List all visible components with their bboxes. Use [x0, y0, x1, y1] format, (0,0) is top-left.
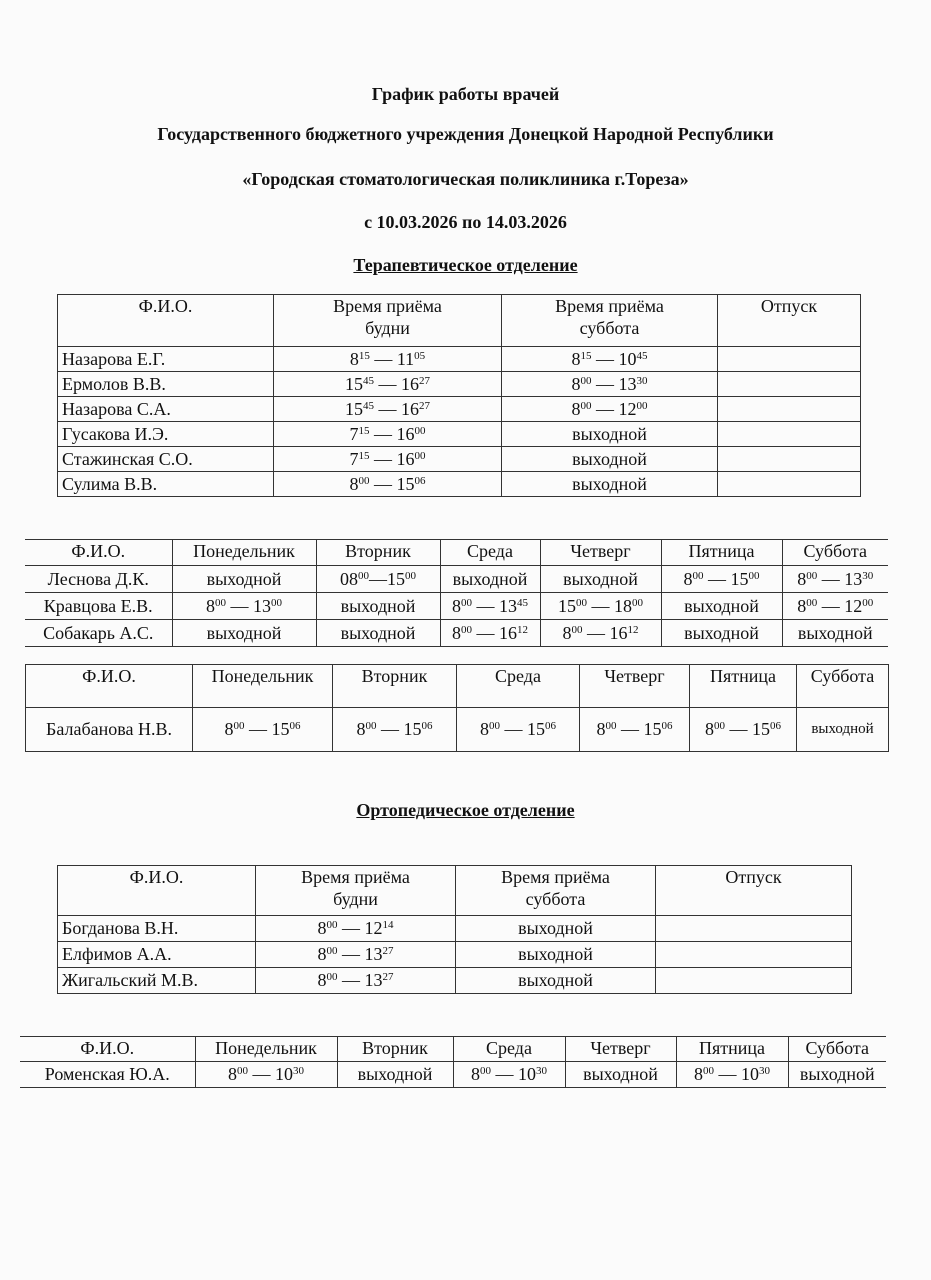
organization-line-1: Государственного бюджетного учреждения Донецкой Народной Республики	[157, 124, 774, 144]
table-row	[58, 472, 861, 497]
column-header: Среда	[440, 540, 540, 566]
day-hours: выходной	[788, 1062, 886, 1088]
day-hours: $8^{00}$ — $15^{06}$	[580, 708, 690, 752]
doctor-name: Собакарь А.С.	[25, 620, 172, 647]
therapy-section-title: Терапевтическое отделение	[353, 255, 578, 275]
day-hours: выходной	[440, 566, 540, 593]
column-header: Понедельник	[195, 1037, 337, 1062]
weekday-hours: $15^{45}$ — $16^{27}$	[274, 372, 502, 397]
day-hours: $8^{00}$ — $10^{30}$	[676, 1062, 788, 1088]
doctor-name: Роменская Ю.А.	[20, 1062, 195, 1088]
saturday-hours: $8^{15}$ — $10^{45}$	[502, 347, 718, 372]
table-row	[25, 566, 888, 593]
column-header: Суббота	[788, 1037, 886, 1062]
therapy-weekly-table-2	[25, 664, 889, 752]
column-header-weekdays: Время приёма будни	[256, 866, 456, 916]
column-header: Суббота	[782, 540, 888, 566]
table-row	[58, 942, 852, 968]
weekday-hours: $8^{00}$ — $15^{06}$	[274, 472, 502, 497]
orthopedic-schedule-table	[57, 865, 852, 994]
document-title: График работы врачей	[371, 84, 560, 104]
day-hours: $8^{00}$ — $13^{45}$	[440, 593, 540, 620]
vacation-cell	[656, 942, 852, 968]
vacation-cell	[718, 472, 861, 497]
weekday-hours: $8^{00}$ — $13^{27}$	[256, 942, 456, 968]
column-header: Пятница	[676, 1037, 788, 1062]
day-hours: $8^{00}$ — $16^{12}$	[540, 620, 661, 647]
column-header: Четверг	[540, 540, 661, 566]
day-hours: выходной	[565, 1062, 676, 1088]
table-row	[58, 397, 861, 422]
day-hours: $8^{00}$ — $15^{06}$	[690, 708, 797, 752]
table-row	[25, 593, 888, 620]
doctor-name: Балабанова Н.В.	[26, 708, 193, 752]
vacation-cell	[656, 916, 852, 942]
column-header: Вторник	[337, 1037, 453, 1062]
day-hours: $08^{00}—15^{00}$	[316, 566, 440, 593]
column-header: Вторник	[316, 540, 440, 566]
column-header-vacation: Отпуск	[656, 866, 852, 916]
table-row	[26, 708, 889, 752]
column-header: Среда	[453, 1037, 565, 1062]
saturday-hours: $8^{00}$ — $12^{00}$	[502, 397, 718, 422]
doctor-name: Кравцова Е.В.	[25, 593, 172, 620]
column-header-saturday: Время приёма суббота	[456, 866, 656, 916]
therapy-schedule-table	[57, 294, 861, 497]
column-header: Понедельник	[172, 540, 316, 566]
table-row	[58, 916, 852, 942]
doctor-name: Назарова С.А.	[58, 397, 274, 422]
day-hours: выходной	[661, 593, 782, 620]
doctor-name: Жигальский М.В.	[58, 968, 256, 994]
saturday-hours: выходной	[456, 916, 656, 942]
day-hours: выходной	[337, 1062, 453, 1088]
therapy-weekly-table-1	[25, 539, 888, 647]
weekday-hours: $7^{15}$ — $16^{00}$	[274, 422, 502, 447]
vacation-cell	[656, 968, 852, 994]
day-hours: выходной	[782, 620, 888, 647]
orthopedic-weekly-table	[20, 1036, 886, 1088]
vacation-cell	[718, 347, 861, 372]
day-hours: $8^{00}$ — $13^{30}$	[782, 566, 888, 593]
saturday-hours: выходной	[456, 942, 656, 968]
day-hours: выходной	[172, 566, 316, 593]
column-header: Среда	[457, 665, 580, 708]
table-row	[58, 968, 852, 994]
doctor-name: Ермолов В.В.	[58, 372, 274, 397]
table-header-row	[20, 1037, 886, 1062]
column-header: Ф.И.О.	[25, 540, 172, 566]
weekday-hours: $15^{45}$ — $16^{27}$	[274, 397, 502, 422]
day-hours: $8^{00}$ — $15^{06}$	[193, 708, 333, 752]
day-hours: $8^{00}$ — $16^{12}$	[440, 620, 540, 647]
day-hours: выходной	[797, 708, 889, 752]
day-hours: выходной	[316, 593, 440, 620]
table-header-row	[25, 540, 888, 566]
doctor-name: Гусакова И.Э.	[58, 422, 274, 447]
day-hours: $8^{00}$ — $10^{30}$	[195, 1062, 337, 1088]
weekday-hours: $8^{00}$ — $12^{14}$	[256, 916, 456, 942]
table-row	[58, 447, 861, 472]
doctor-name: Стажинская С.О.	[58, 447, 274, 472]
doctor-name: Сулима В.В.	[58, 472, 274, 497]
column-header: Вторник	[333, 665, 457, 708]
vacation-cell	[718, 372, 861, 397]
column-header: Понедельник	[193, 665, 333, 708]
column-header-weekdays: Время приёма будни	[274, 295, 502, 347]
day-hours: $8^{00}$ — $12^{00}$	[782, 593, 888, 620]
doctor-name: Богданова В.Н.	[58, 916, 256, 942]
day-hours: $8^{00}$ — $15^{06}$	[333, 708, 457, 752]
organization-line-2: «Городская стоматологическая поликлиника г.Тореза»	[242, 169, 689, 189]
day-hours: $8^{00}$ — $15^{06}$	[457, 708, 580, 752]
day-hours: $8^{00}$ — $10^{30}$	[453, 1062, 565, 1088]
day-hours: выходной	[661, 620, 782, 647]
saturday-hours: выходной	[502, 422, 718, 447]
column-header: Ф.И.О.	[26, 665, 193, 708]
table-row	[25, 620, 888, 647]
day-hours: выходной	[316, 620, 440, 647]
column-header-vacation: Отпуск	[718, 295, 861, 347]
vacation-cell	[718, 447, 861, 472]
day-hours: $15^{00}$ — $18^{00}$	[540, 593, 661, 620]
column-header-name: Ф.И.О.	[58, 866, 256, 916]
saturday-hours: выходной	[456, 968, 656, 994]
weekday-hours: $7^{15}$ — $16^{00}$	[274, 447, 502, 472]
day-hours: выходной	[172, 620, 316, 647]
doctor-name: Назарова Е.Г.	[58, 347, 274, 372]
saturday-hours: $8^{00}$ — $13^{30}$	[502, 372, 718, 397]
day-hours: $8^{00}$ — $13^{00}$	[172, 593, 316, 620]
vacation-cell	[718, 397, 861, 422]
table-row	[58, 422, 861, 447]
table-header-row	[26, 665, 889, 708]
weekday-hours: $8^{15}$ — $11^{05}$	[274, 347, 502, 372]
column-header: Пятница	[690, 665, 797, 708]
orthopedic-section-title: Ортопедическое отделение	[356, 800, 575, 820]
saturday-hours: выходной	[502, 472, 718, 497]
doctor-name: Елфимов А.А.	[58, 942, 256, 968]
column-header: Четверг	[565, 1037, 676, 1062]
column-header-name: Ф.И.О.	[58, 295, 274, 347]
column-header: Четверг	[580, 665, 690, 708]
column-header: Ф.И.О.	[20, 1037, 195, 1062]
doctor-name: Леснова Д.К.	[25, 566, 172, 593]
column-header: Суббота	[797, 665, 889, 708]
table-header-row	[58, 866, 852, 916]
day-hours: выходной	[540, 566, 661, 593]
table-header-row	[58, 295, 861, 347]
table-row	[20, 1062, 886, 1088]
column-header: Пятница	[661, 540, 782, 566]
table-row	[58, 372, 861, 397]
day-hours: $8^{00}$ — $15^{00}$	[661, 566, 782, 593]
vacation-cell	[718, 422, 861, 447]
table-row	[58, 347, 861, 372]
weekday-hours: $8^{00}$ — $13^{27}$	[256, 968, 456, 994]
column-header-saturday: Время приёма суббота	[502, 295, 718, 347]
schedule-period: с 10.03.2026 по 14.03.2026	[364, 212, 567, 232]
saturday-hours: выходной	[502, 447, 718, 472]
